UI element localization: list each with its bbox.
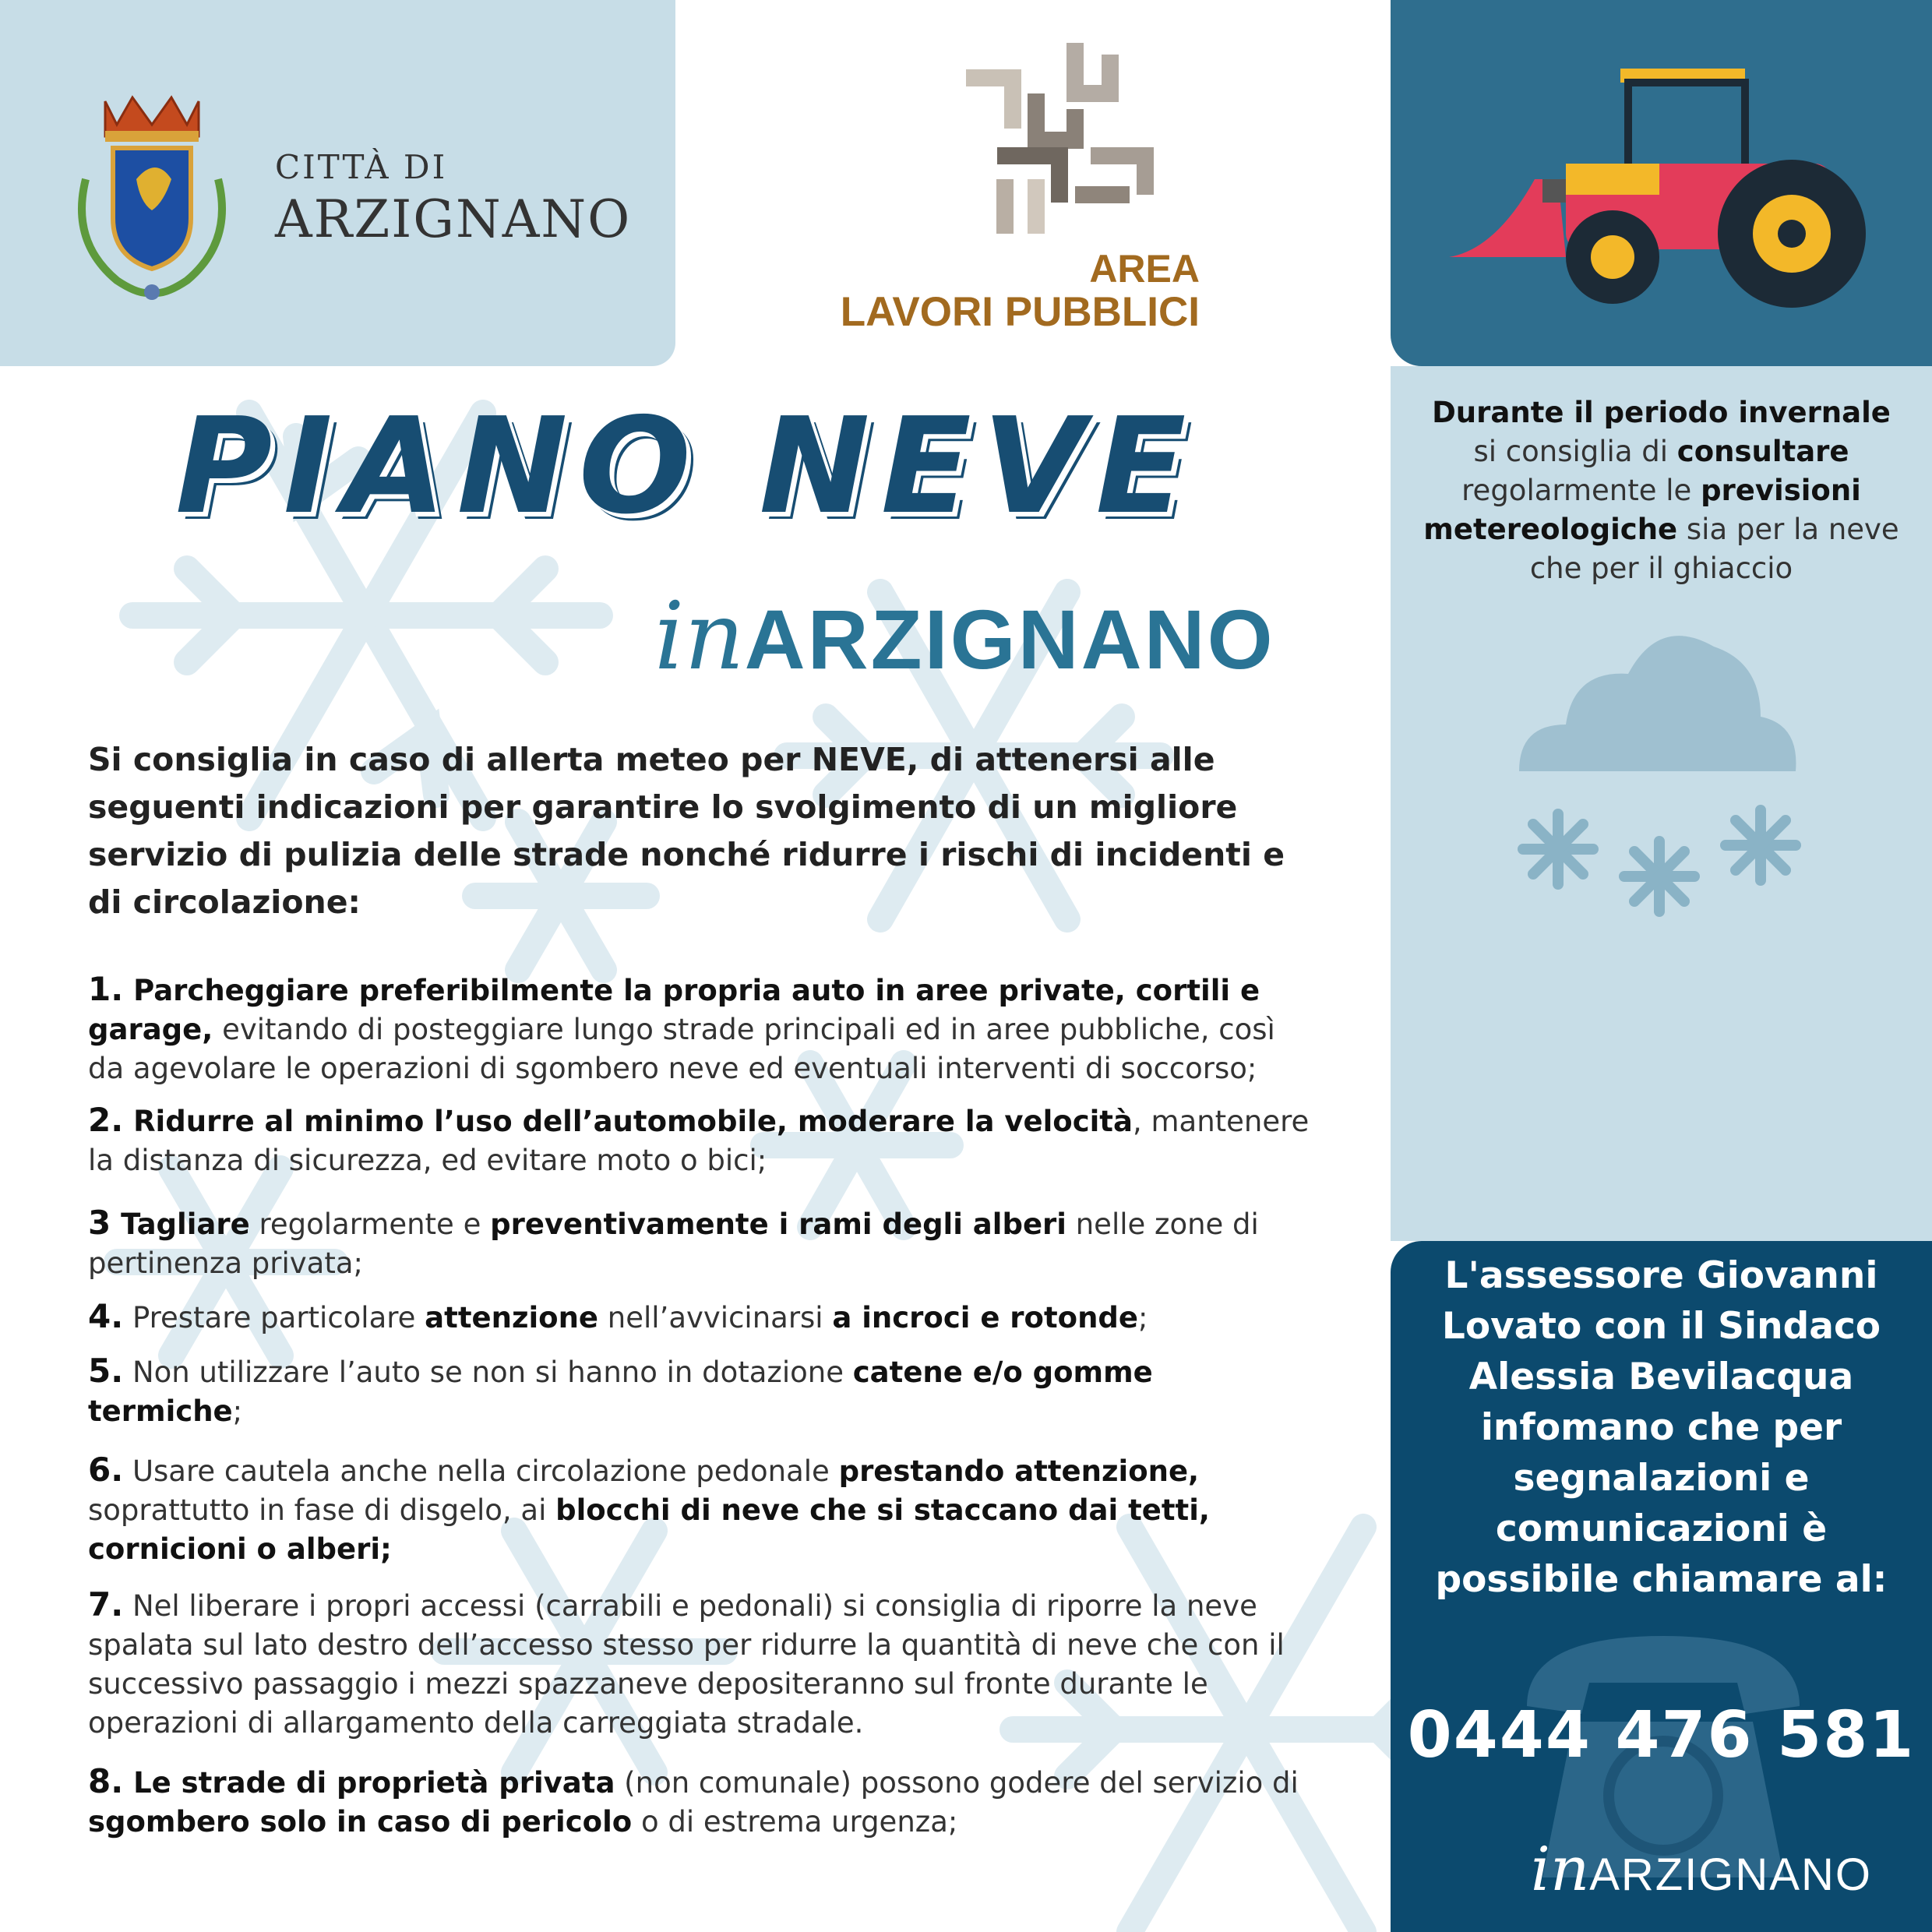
footer-logo-city: ARZIGNANO [1589, 1849, 1872, 1900]
area-lavori-pubblici-label [779, 248, 1200, 335]
list-item: 2. Ridurre al minimo l’uso dell’automobile, moderare la velocità, mantenere la distanza di sicurezza, ed evitare moto o bici; [88, 1101, 1310, 1177]
contact-message: L'assessore Giovanni Lovato con il Sindaco Alessia Bevilacqua infomano che per segnalazioni e comunicazioni è possibile chiamare al: [1435, 1254, 1888, 1601]
list-item: 7. Nel liberare i propri accessi (carrabili e pedonali) si consiglia di riporre la neve spalata sul lato destro dell’accesso stesso per ridurre la quantità di neve che con il successivo passaggio i mezzi spazzaneve depositeranno sul fronte durante le operazioni di allargamento della carreggiata stradale. [88, 1585, 1285, 1740]
area-label: AREA [1089, 247, 1200, 291]
snowplow-tractor-icon [1449, 62, 1885, 319]
list-item: 8. Le strade di proprietà privata (non comunale) possono godere del servizio di sgombero solo in caso di pericolo o di estrema urgenza; [88, 1762, 1299, 1839]
coat-of-arms-icon [62, 86, 242, 319]
weather-advice: Durante il periodo invernale si consiglia di consultare regolarmente le previsioni metereologiche sia per la neve che per il ghiaccio [1423, 396, 1899, 585]
lavori-pubblici-label: LAVORI PUBBLICI [840, 289, 1200, 335]
page-subtitle [654, 583, 1275, 691]
snow-cloud-icon [1511, 615, 1807, 927]
footer-logo-in: in [1531, 1835, 1590, 1905]
city-name: ARZIGNANO [275, 189, 632, 249]
subtitle-in: in [654, 583, 745, 691]
intro-paragraph: Si consiglia in caso di allerta meteo per NEVE, di attenersi alle seguenti indicazioni per garantire lo svolgimento di un migliore servizio di pulizia delle strade nonché ridurre i rischi di incidenti e di circolazione: [88, 741, 1285, 921]
city-label: CITTÀ DI [275, 148, 448, 186]
subtitle-city: ARZIGNANO [744, 592, 1275, 686]
page-title: PIANO NEVE [175, 390, 1197, 544]
city-name-logo [275, 148, 631, 249]
list-item: 3 Tagliare regolarmente e preventivamente i rami degli alberi nelle zone di pertinenza privata; [88, 1204, 1259, 1280]
list-item: 4. Prestare particolare attenzione nell’avvicinarsi a incroci e rotonde; [88, 1297, 1148, 1335]
lavori-pubblici-logo-icon [958, 39, 1176, 242]
list-item: 1. Parcheggiare preferibilmente la propria auto in aree private, cortili e garage, evitando di posteggiare lungo strade principali ed in aree pubbliche, così da agevolare le operazioni di sgombero neve ed eventuali interventi di soccorso; [88, 970, 1275, 1085]
list-item: 5. Non utilizzare l’auto se non si hanno in dotazione catene e/o gomme termiche; [88, 1352, 1153, 1428]
phone-number[interactable]: 0444 476 581 [1407, 1698, 1916, 1772]
list-item: 6. Usare cautela anche nella circolazione pedonale prestando attenzione, soprattutto in fase di disgelo, ai blocchi di neve che si staccano dai tetti, cornicioni o alberi; [88, 1451, 1210, 1566]
footer-logo [1531, 1835, 1872, 1905]
